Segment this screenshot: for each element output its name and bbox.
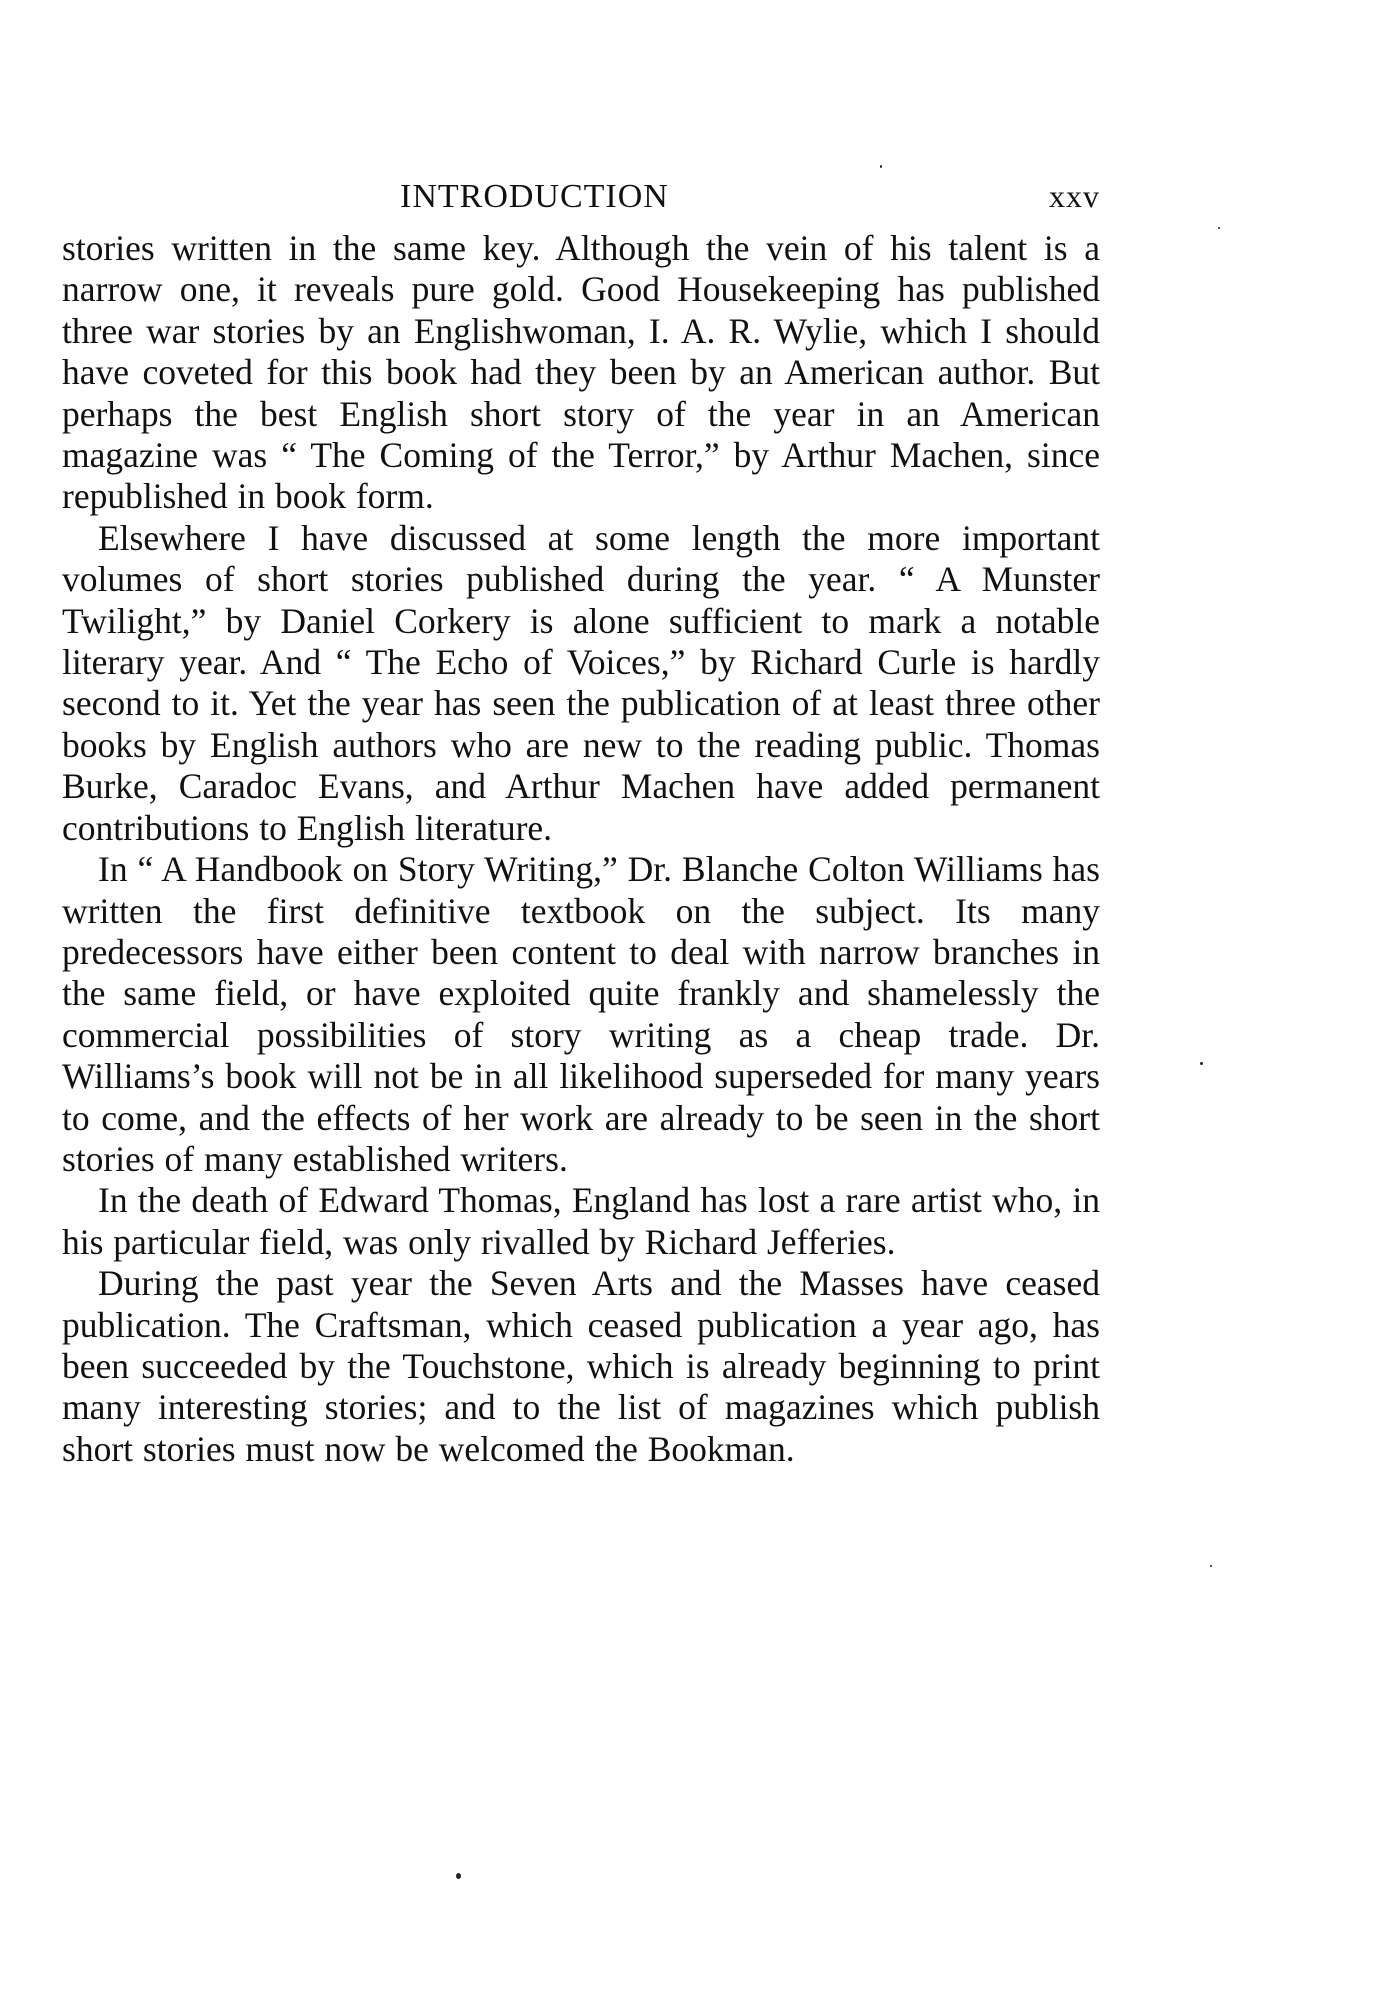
paragraph: Elsewhere I have discussed at some length the more important volumes of short stories published during the year. “ A Munster Twilight,” by Daniel Corkery is alone sufficient to mark a notable literary year. And “ The Echo of Voices,” by Richard Curle is hardly second to it. Yet the year has seen the publication of at least three other books by English authors who are new to the reading public. Thomas Burke, Caradoc Evans, and Arthur Machen have added permanent contributions to English literature. (62, 517, 1100, 848)
running-head (62, 150, 1100, 215)
paragraph: stories written in the same key. Although the vein of his talent is a narrow one, it reveals pure gold. Good Housekeeping has published three war stories by an Englishwoman, I. A. R. Wylie, which I should have coveted for this book had they been by an American author. But perhaps the best English short story of the year in an American magazine was “ The Coming of the Terror,” by Arthur Machen, since republished in book form. (62, 228, 1100, 517)
scan-speck (880, 165, 882, 168)
page-number: xxv (1049, 178, 1100, 214)
scan-speck (1210, 1565, 1212, 1567)
paragraph: In “ A Handbook on Story Writing,” Dr. Blanche Colton Williams has written the first definitive textbook on the subject. Its many predecessors have either been content to deal with narrow branches in the same field, or have exploited quite frankly and shamelessly the commercial possibilities of story writing as a cheap trade. Dr. Williams’s book will not be in all likelihood superseded for many years to come, and the effects of her work are already to be seen in the short stories of many established writers. (62, 849, 1100, 1179)
scan-speck (1218, 227, 1220, 229)
body-text (62, 228, 1100, 1470)
scan-speck (456, 1873, 461, 1879)
scan-speck (1200, 1062, 1203, 1065)
book-page (62, 150, 1100, 1470)
paragraph: In the death of Edward Thomas, England has lost a rare artist who, in his particular field, was only rivalled by Richard Jefferies. (62, 1180, 1100, 1262)
paragraph: During the past year the Seven Arts and the Masses have ceased publication. The Craftsman, which ceased publication a year ago, has been succeeded by the Touchstone, which is already beginning to print many interesting stories; and to the list of magazines which publish short stories must now be welcomed the Bookman. (62, 1263, 1100, 1469)
running-title: INTRODUCTION (400, 178, 669, 215)
